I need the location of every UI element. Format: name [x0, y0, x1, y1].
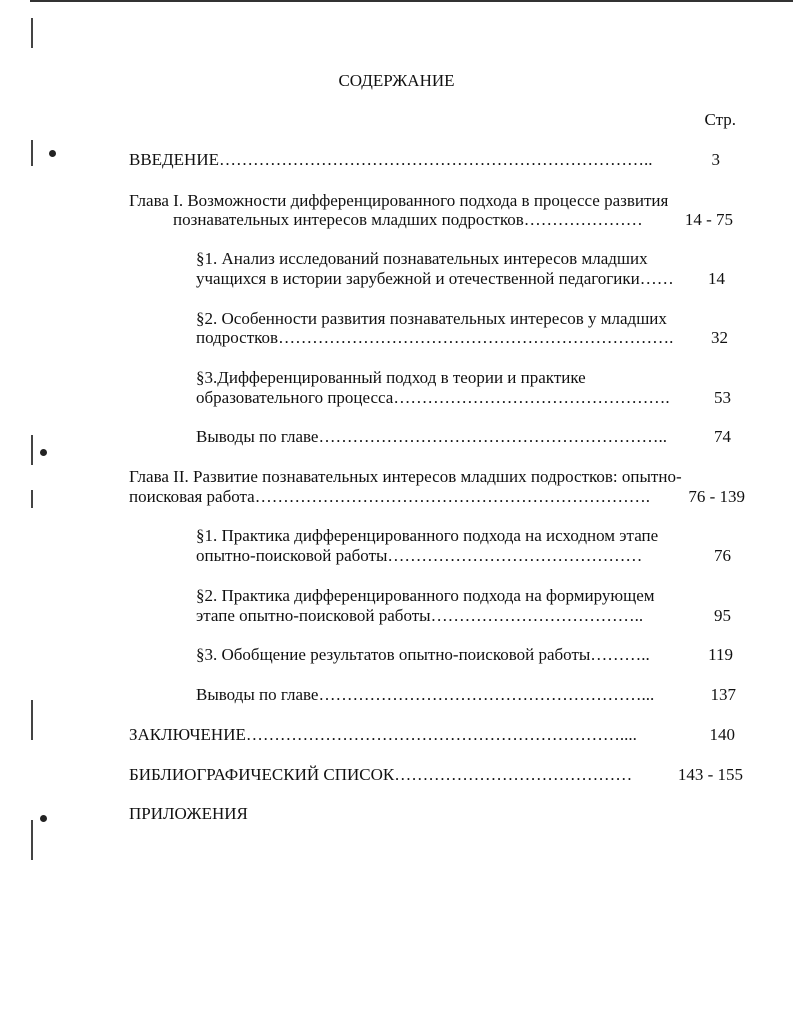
toc-page-ch1-conclusions: 74	[714, 427, 731, 446]
toc-ch2-section-3: §3. Обобщение результатов опытно-поисковой работы………..	[196, 645, 650, 664]
toc-entry-conclusion: ЗАКЛЮЧЕНИЕ…………………………………………………………....	[129, 725, 637, 744]
toc-page-chapter-1: 14 - 75	[684, 210, 733, 229]
toc-entry-appendix: ПРИЛОЖЕНИЯ	[129, 804, 248, 823]
toc-chapter-1-title-cont: познавательных интересов младших подростков…………………	[173, 210, 643, 229]
toc-ch1-section-3-cont: образовательного процесса………………………………………….	[196, 388, 670, 407]
toc-ch2-section-1: §1. Практика дифференцированного подхода на исходном этапе	[196, 526, 659, 545]
toc-page-ch1-section-3: 53	[714, 388, 731, 407]
scan-left-edge	[31, 700, 33, 740]
toc-page-introduction: 3	[711, 150, 720, 169]
toc-chapter-2-title: Глава II. Развитие познавательных интересов младших подростков: опытно-	[129, 467, 682, 486]
toc-page-bibliography: 143 - 155	[677, 765, 743, 784]
toc-ch1-section-2: §2. Особенности развития познавательных интересов у младших	[196, 309, 667, 328]
toc-ch2-section-2: §2. Практика дифференцированного подхода на формирующем	[196, 586, 655, 605]
toc-entry-bibliography: БИБЛИОГРАФИЧЕСКИЙ СПИСОК……………………………………	[129, 765, 633, 784]
scan-left-edge	[31, 435, 33, 465]
toc-chapter-2-title-cont: поисковая работа…………………………………………………………….	[129, 487, 650, 506]
punch-hole-mark	[49, 150, 56, 157]
toc-chapter-1-title: Глава I. Возможности дифференцированного подхода в процессе развития	[129, 191, 669, 210]
toc-page-ch2-section-3: 119	[708, 645, 733, 664]
toc-page-chapter-2: 76 - 139	[688, 487, 745, 506]
toc-page-ch2-section-1: 76	[714, 546, 731, 565]
toc-ch1-section-1-cont: учащихся в истории зарубежной и отечественной педагогики……	[196, 269, 674, 288]
toc-entry-introduction: ВВЕДЕНИЕ…………………………………………………………………..	[129, 150, 653, 169]
scan-left-edge	[31, 820, 33, 860]
toc-ch2-conclusions: Выводы по главе…………………………………………………...	[196, 685, 655, 704]
toc-page-ch1-section-1: 14	[708, 269, 725, 288]
toc-ch2-section-1-cont: опытно-поисковой работы………………………………………	[196, 546, 643, 565]
toc-title: СОДЕРЖАНИЕ	[338, 71, 455, 90]
toc-page-ch2-conclusions: 137	[710, 685, 736, 704]
toc-ch1-section-1: §1. Анализ исследований познавательных интересов младших	[196, 249, 648, 268]
punch-hole-mark	[40, 815, 47, 822]
punch-hole-mark	[40, 449, 47, 456]
toc-page-conclusion: 140	[709, 725, 735, 744]
toc-ch1-section-2-cont: подростков…………………………………………………………….	[196, 328, 674, 347]
toc-page-ch2-section-2: 95	[714, 606, 731, 625]
toc-page-ch1-section-2: 32	[711, 328, 728, 347]
scan-top-border	[30, 0, 793, 2]
toc-ch1-section-3: §3.Дифференцированный подход в теории и практике	[196, 368, 586, 387]
toc-ch1-conclusions: Выводы по главе……………………………………………………..	[196, 427, 667, 446]
scan-left-edge	[31, 490, 33, 508]
scan-left-edge	[31, 140, 33, 166]
page-column-label: Стр.	[704, 110, 736, 129]
toc-ch2-section-2-cont: этапе опытно-поисковой работы………………………………..	[196, 606, 644, 625]
scan-left-edge	[31, 18, 33, 48]
